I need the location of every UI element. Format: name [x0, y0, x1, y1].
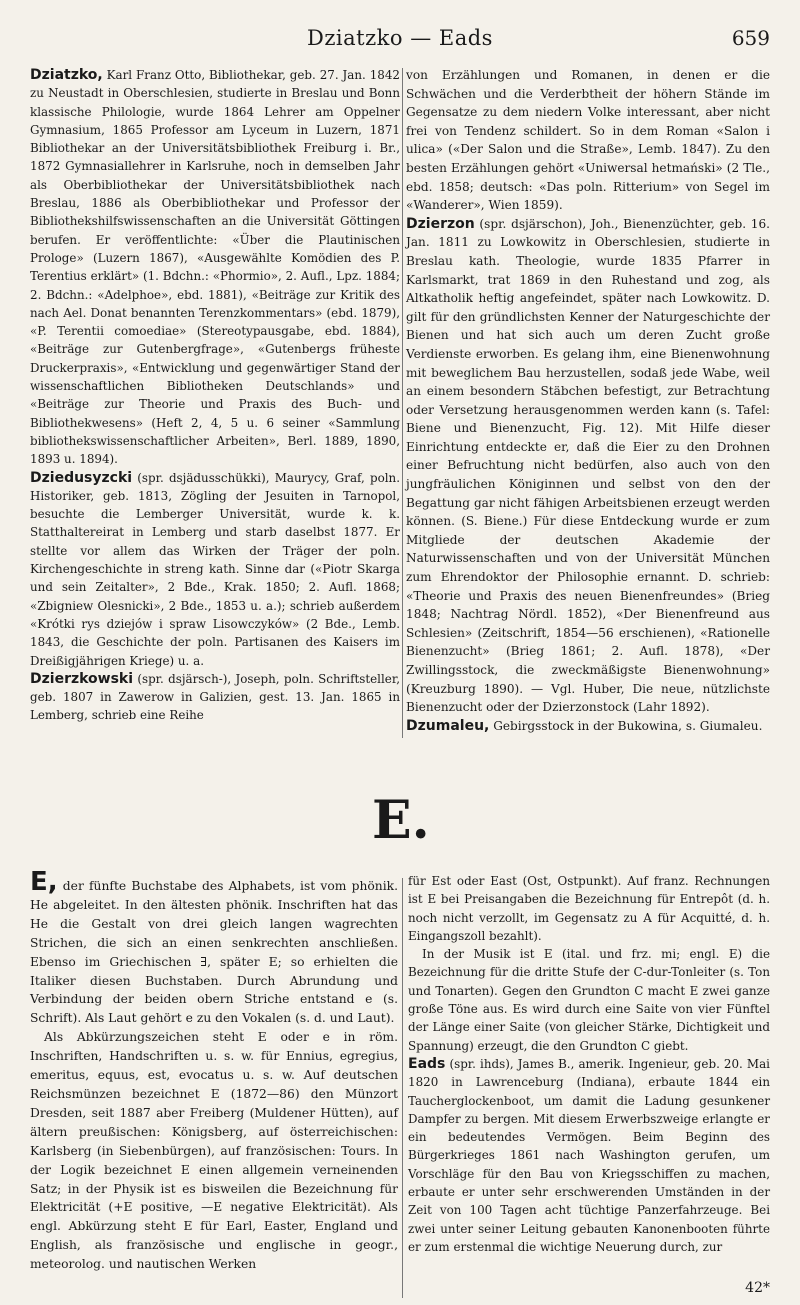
entry-continuation [406, 66, 770, 215]
entry-headword: Dziatzko, [30, 67, 103, 83]
running-title: Dziatzko — Eads [307, 26, 493, 50]
entry [30, 670, 400, 725]
column-divider [402, 68, 403, 738]
entry-headword: Dzumaleu, [406, 717, 490, 734]
entry-text: (spr. dsjädusschükki), Maurycy, Graf, poln. Historiker, geb. 1813, Zögling der Jesuiten in Tarnopol, besuchte die Lemberger Universität, wurde k. k. Statthaltereirat in Lemberg und starb daselbst 1877. Er stellte vor allem das Wirken der Träger der poln. Kirchengeschichte in streng kath. Sinne dar («Piotr Skarga und sein Zeitalter», 2 Bde., Krak. 1850; 2. Aufl. 1868; «Zbigniew Olesnicki», 2 Bde., 1853 u. a.); schrieb außerdem «Krótki rys dziejów i spraw Lisowczyków» (2 Bde., Lemb. 1843, die Geschichte der poln. Partisanen des Kaisers im Dreißigjährigen Kriege) u. a. [30, 470, 400, 668]
entry [408, 1055, 770, 1256]
column-bottom-right [408, 872, 770, 1256]
entry [406, 717, 770, 736]
entry-headword: E, [30, 867, 58, 897]
entry [30, 867, 398, 1028]
entry-text: Gebirgsstock in der Bukowina, s. Giumaleu. [489, 718, 763, 733]
entry-text: von Erzählungen und Romanen, in denen er die Schwächen und die Verderbtheit der höhern Stände im Gegensatze zu dem niedern Volke interessant, aber nicht frei von Tendenz schildert. So in dem Roman «Salon i ulica» («Der Salon und die Straße», Lemb. 1847). Zu den besten Erzählungen gehört «Uniwersal hetmański» (2 Tle., ebd. 1858; deutsch: «Das poln. Ritterium» von Segel im «Wanderer», Wien 1859). [406, 68, 770, 213]
entry-text: Karl Franz Otto, Bibliothekar, geb. 27. Jan. 1842 zu Neustadt in Oberschlesien, studierte in Breslau und Bonn klassische Philologie, wurde 1864 Lehrer am Oppelner Gymnasium, 1865 Professor am Lyceum in Luzern, 1871 Bibliothekar an der Universitätsbibliothek Freiburg i. Br., 1872 Gymnasiallehrer in Karlsruhe, noch in demselben Jahr als Oberbibliothekar der Universitätsbibliothek nach Breslau, 1886 als Oberbibliothekar und Professor der Bibliothekshilfswissenschaften an die Universität Göttingen berufen. Er veröffentlichte: «Über die Plautinischen Prologe» (Luzern 1867), «Ausgewählte Komödien des P. Terentius erklärt» (1. Bdchn.: «Phormio», 2. Aufl., Lpz. 1884; 2. Bdchn.: «Adelphoe», ebd. 1881), «Beiträge zur Kritik des nach Ael. Donat benannten Terenzkommentars» (ebd. 1879), «P. Terentii comoediae» (Stereotypausgabe, ebd. 1884), «Beiträge zur Gutenbergfrage», «Gutenbergs früheste Druckerpraxis», «Entwicklung und gegenwärtiger Stand der wissenschaftlichen Bibliotheken Deutschlands» und «Beiträge zur Theorie und Praxis des Buch- und Bibliothekwesens» (Heft 2, 4, 5 u. 6 seiner «Sammlung bibliothekswissenschaftlicher Arbeiten», Berl. 1889, 1890, 1893 u. 1894). [30, 68, 400, 467]
entry-text: (spr. ihds), James B., amerik. Ingenieur, geb. 20. Mai 1820 in Lawrenceburg (Indiana), erbaute 1844 ein Taucherglockenboot, um damit die Ladung gesunkener Dampfer zu bergen. Mit diesem Erwerbszweige erlangte er ein bedeutendes Vermögen. Beim Beginn des Bürgerkrieges 1861 nach Washington gerufen, um Vorschläge für den Bau von Kriegsschiffen zu machen, erbaute er unter sehr erschwerenden Umständen in der Zeit von 100 Tagen acht tüchtige Panzerfahrzeuge. Bei zwei unter seiner Leitung gebauten Kanonenbooten führte er zum erstenmal die wichtige Neuerung durch, zur [408, 1056, 770, 1254]
entry-text: In der Musik ist E (ital. und frz. mi; engl. E) die Bezeichnung für die dritte Stufe der C-dur-Tonleiter (s. Ton und Tonarten). Gegen den Grundton C macht E zwei ganze große Töne aus. Es wird durch eine Saite von vier Fünftel der Länge einer Saite (von gleicher Stärke, Dichtigkeit und Spannung) erzeugt, die den Grundton C giebt. [408, 947, 770, 1053]
entry [30, 469, 400, 670]
entry-headword: Dziedusyzcki [30, 469, 133, 486]
entry [30, 66, 400, 469]
entry-headword: Dzierzkowski [30, 670, 134, 687]
entry-text: (spr. dsjärschon), Joh., Bienenzüchter, geb. 16. Jan. 1811 zu Lowkowitz in Oberschlesien, studierte in Breslau kath. Theologie, wurde 1835 Pfarrer in Karlsmarkt, trat 1869 in den Ruhestand und zog, als Altkatholik heftig angefeindet, später nach Lowkowitz. D. gilt für den gründlichsten Kenner der Naturgeschichte der Bienen und hat sich auch um deren Zucht große Verdienste erworben. Es gelang ihm, eine Bienenwohnung mit beweglichem Bau herzustellen, sodaß jede Wabe, weil an einem besondern Stäbchen befestigt, zur Betrachtung oder Versetzung herausgenommen werden kann (s. Tafel: Biene und Bienenzucht, Fig. 12). Mit Hilfe dieser Einrichtung entdeckte er, daß die Eier zu den Drohnen einer Befruchtung nicht bedürfen, also auch von den jungfräulichen Königinnen und selbst von den der Begattung gar nicht fähigen Arbeitsbienen erzeugt werden können. (S. Biene.) Für diese Entdeckung wurde er zum Mitgliede der deutschen Akademie der Naturwissenschaften und von der Universität München zum Ehrendoktor der Philosophie ernannt. D. schrieb: «Theorie und Praxis des neuen Bienenfreundes» (Brieg 1848; Nachtrag Nördl. 1852), «Der Bienenfreund aus Schlesien» (Zeitschrift, 1854—56 erschienen), «Rationelle Bienenzucht» (Brieg 1861; 2. Aufl. 1878), «Der Zwillingsstock, die zweckmäßigste Bienenwohnung» (Kreuzburg 1890). — Vgl. Huber, Die neue, nützlichste Bienenzucht oder der Dzierzonstock (Lahr 1892). [406, 216, 770, 715]
entry-continuation [408, 872, 770, 945]
entry-text: Als Abkürzungszeichen steht E oder e in röm. Inschriften, Handschriften u. s. w. für Ennius, egregius, emeritus, equus, est, evocatus u. s. w. Auf deutschen Reichsmünzen bezeichnet E (1872—86) den Münzort Dresden, seit 1887 aber Freiberg (Muldener Hütten), auf ältern preußischen: Königsberg, auf österreichischen: Karlsberg (in Siebenbürgen), auf französischen: Tours. In der Logik bezeichnet E einen allgemein verneinenden Satz; in der Physik ist es bisweilen die Bezeichnung für Elektricität (+E positive, —E negative Elektricität). Als engl. Abkürzung steht E für Earl, Easter, England und English, als französische und englische in geogr., meteorolog. und nautischen Werken [30, 1030, 398, 1272]
entry [406, 215, 770, 717]
entry-paragraph [30, 1028, 398, 1274]
entry-text: (spr. dsjärsch-), Joseph, poln. Schriftsteller, geb. 1807 in Zawerow in Galizien, gest. 13. Jan. 1865 in Lemberg, schrieb eine Reihe [30, 671, 400, 723]
column-divider [402, 878, 403, 1298]
entry-text: der fünfte Buchstabe des Alphabets, ist vom phönik. He abgeleitet. In den ältesten phönik. Inschriften hat das He die Gestalt von drei gleich langen wagrechten Strichen, die sich an einen senkrechten anschließen. Ebenso im Griechischen ∃, später E; so erhielten die Italiker diesen Buchstaben. Durch Abrundung und Verbindung der beiden obern Striche entstand e (s. Schrift). Als Laut gehört e zu den Vokalen (s. d. und Laut). [30, 879, 398, 1026]
entry-headword: Dzierzon [406, 215, 475, 232]
page-header [30, 26, 770, 56]
signature-mark: 42* [745, 1280, 770, 1296]
column-bottom-left [30, 867, 398, 1274]
column-top-right [406, 66, 770, 735]
entry-paragraph [408, 945, 770, 1055]
column-top-left [30, 66, 400, 725]
page-number: 659 [731, 26, 770, 50]
section-letter: E. [372, 790, 430, 851]
entry-text: für Est oder East (Ost, Ostpunkt). Auf franz. Rechnungen ist E bei Preisangaben die Bezeichnung für Entrepôt (d. h. noch nicht verzollt, im Gegensatz zu A für Acquitté, d. h. Eingangszoll bezahlt). [408, 874, 770, 943]
entry-headword: Eads [408, 1055, 446, 1072]
